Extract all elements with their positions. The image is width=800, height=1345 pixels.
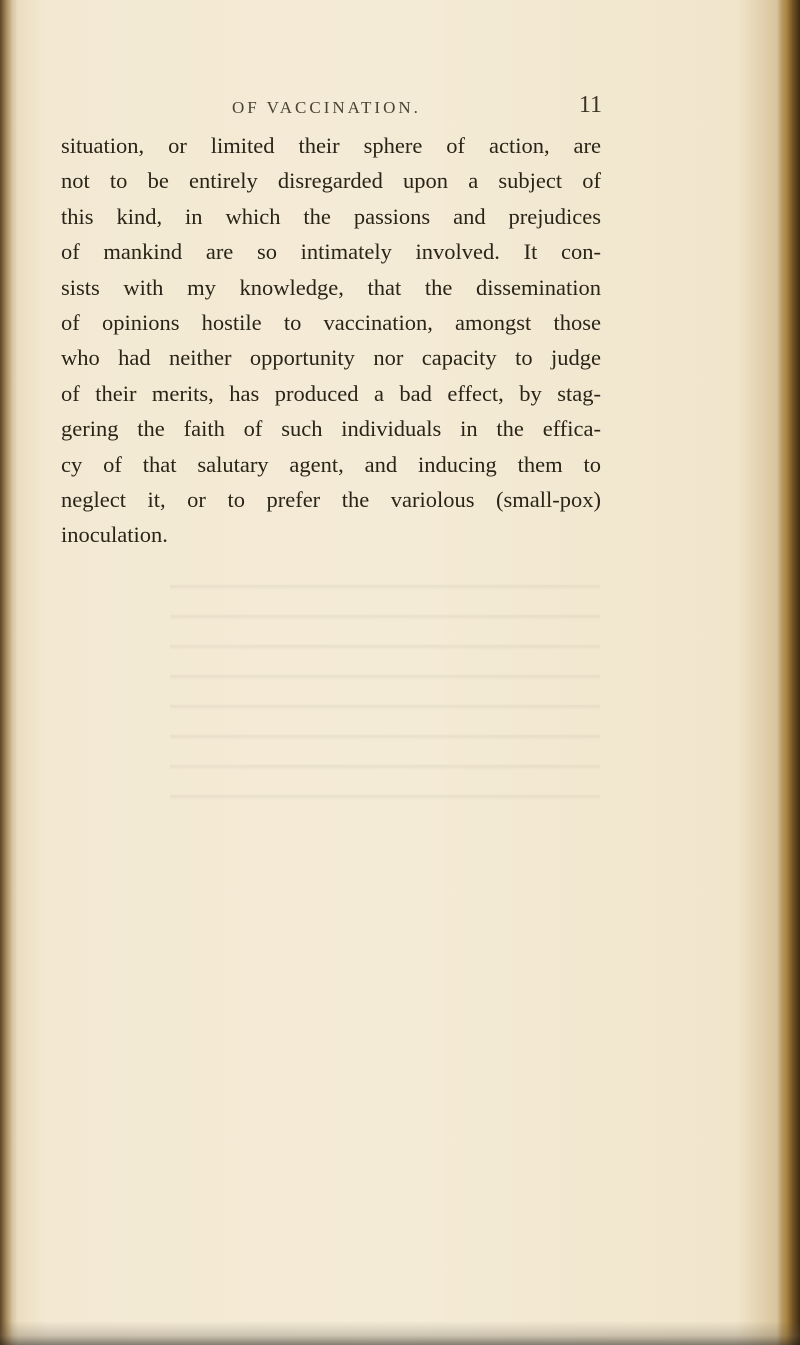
- running-head-title: OF VACCINATION.: [232, 98, 421, 117]
- text-line: sists with my knowledge, that the dissemination: [61, 274, 601, 300]
- text-line: of opinions hostile to vaccination, amongst those: [61, 309, 601, 335]
- text-line: situation, or limited their sphere of action, are: [61, 133, 601, 158]
- text-line: who had neither opportunity nor capacity to judge: [61, 345, 601, 371]
- text-line: gering the faith of such individuals in the effica-: [61, 416, 601, 442]
- text-line: of mankind are so intimately involved. It con-: [61, 239, 601, 265]
- page-number: 11: [578, 92, 602, 118]
- text-line: cy of that salutary agent, and inducing them to: [61, 451, 601, 477]
- page-binding-shadow: [0, 0, 18, 1345]
- text-line: neglect it, or to prefer the variolous (small-pox): [61, 486, 601, 512]
- running-head: [232, 92, 602, 126]
- text-line: this kind, in which the passions and prejudices: [61, 203, 601, 229]
- text-line-last: inoculation.: [61, 522, 168, 548]
- text-line: of their merits, has produced a bad effect, by stag-: [61, 380, 601, 406]
- bleed-through-texture: [170, 560, 600, 800]
- page-bottom-shadow: [0, 1321, 800, 1345]
- page-edge: [778, 0, 800, 1345]
- text-line: not to be entirely disregarded upon a subject of: [61, 168, 601, 194]
- body-paragraph: [61, 128, 601, 553]
